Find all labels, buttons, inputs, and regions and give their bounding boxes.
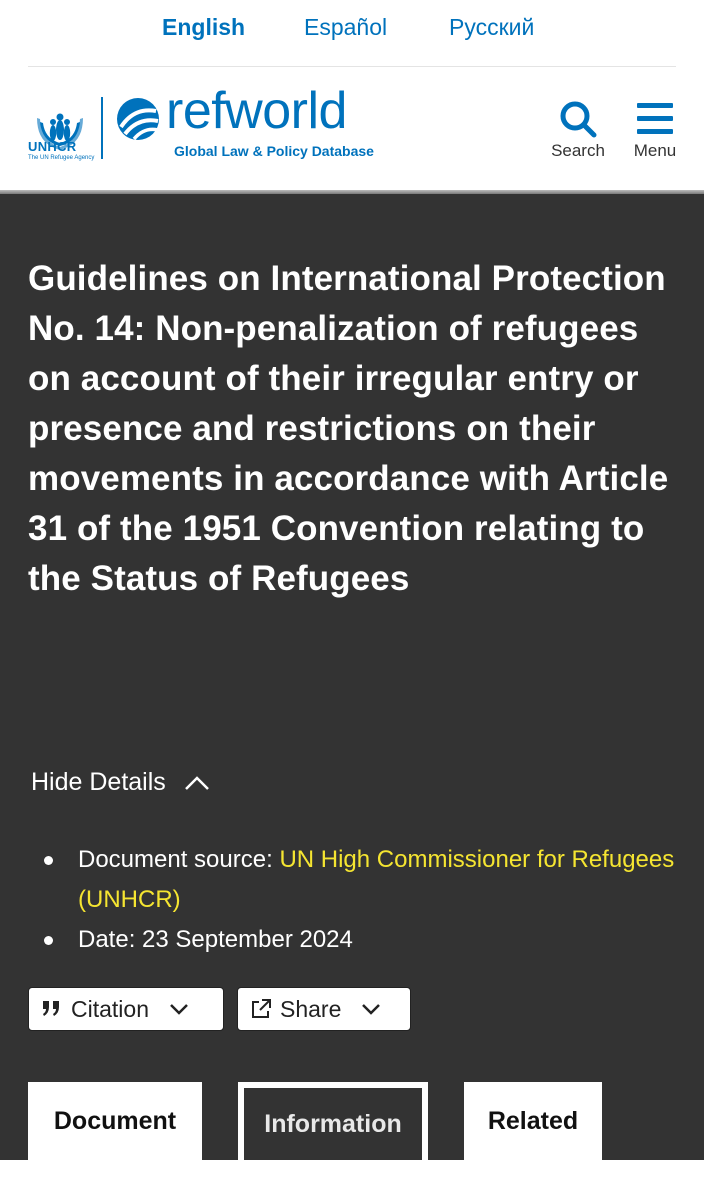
chevron-down-icon (361, 1002, 381, 1016)
refworld-wordmark[interactable]: refworld (166, 82, 347, 140)
share-label: Share (280, 995, 342, 1022)
chevron-down-icon (169, 1002, 189, 1016)
tab-information[interactable]: Information (238, 1082, 428, 1160)
search-button[interactable] (548, 99, 608, 161)
document-title: Guidelines on International Protection No. 14: Non-penalization of refugees on account of their irregular entry or presence and restrictions on their movements in accordance with Article 31 of the 1951 Convention relating to the Status of Refugees (28, 259, 669, 598)
unhcr-tagline: The UN Refugee Agency (28, 155, 95, 161)
lang-english[interactable]: English (162, 14, 246, 40)
detail-date (42, 920, 682, 960)
chevron-up-icon (184, 775, 210, 791)
citation-button[interactable] (28, 987, 224, 1031)
hide-details-label: Hide Details (31, 768, 166, 796)
unhcr-name: UNHCR (28, 139, 77, 154)
search-icon (558, 99, 598, 139)
hide-details-toggle[interactable] (31, 768, 210, 797)
search-label: Search (551, 141, 605, 160)
menu-label: Menu (633, 141, 677, 160)
lang-russian[interactable]: Русский (449, 14, 535, 40)
menu-icon (635, 99, 675, 139)
share-button[interactable] (237, 987, 411, 1031)
external-link-icon (250, 998, 272, 1020)
refworld-tagline: Global Law & Policy Database (174, 143, 374, 159)
document-header (0, 194, 704, 1160)
date-label: Date: (78, 926, 136, 953)
detail-source (42, 840, 682, 920)
tab-document[interactable]: Document (28, 1082, 202, 1160)
date-value: 23 September 2024 (142, 926, 353, 953)
citation-label: Citation (71, 995, 149, 1022)
source-link[interactable]: UN High Commissioner for Refugees (UNHCR) (78, 846, 675, 913)
language-bar (0, 0, 704, 66)
quote-icon (41, 999, 63, 1019)
document-details (42, 840, 682, 960)
refworld-globe-icon[interactable] (116, 97, 160, 141)
tab-related[interactable]: Related (464, 1082, 602, 1160)
menu-button[interactable] (628, 99, 682, 161)
site-header (0, 67, 704, 192)
logo-divider (101, 97, 103, 159)
source-label: Document source: (78, 846, 273, 873)
lang-espanol[interactable]: Español (304, 14, 388, 40)
